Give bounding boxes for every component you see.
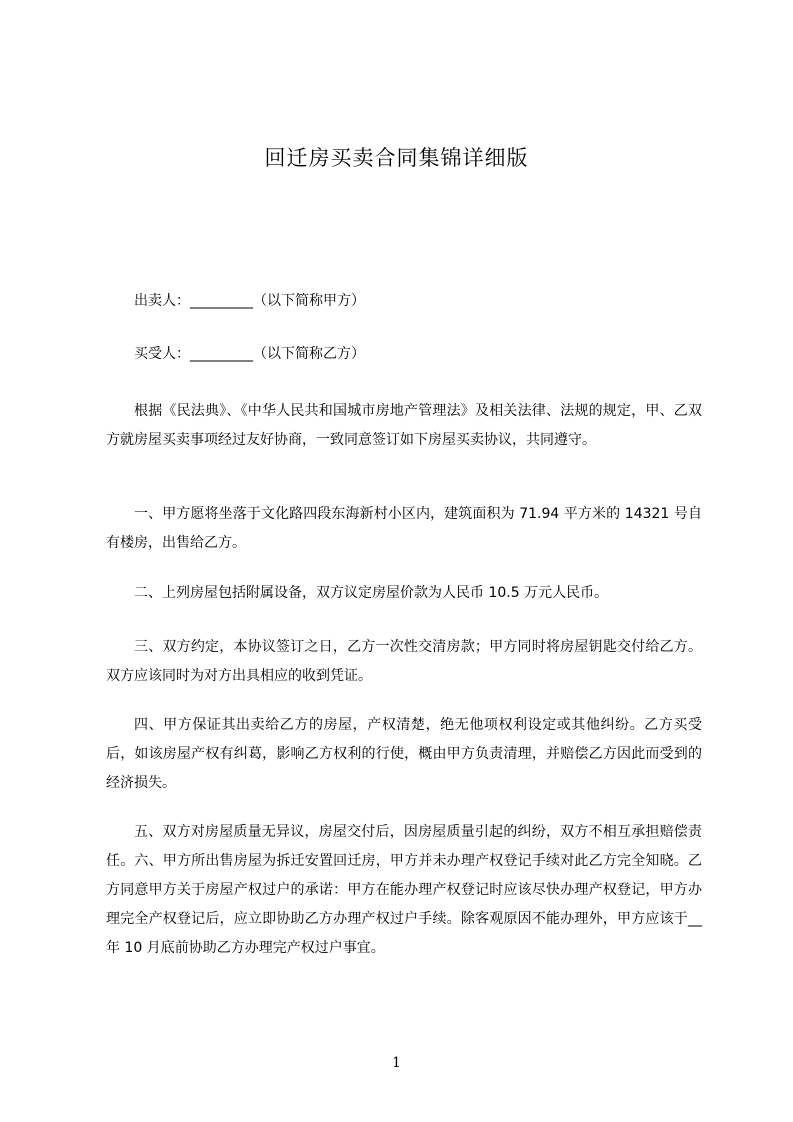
clause-2-paragraph: 二、上列房屋包括附属设备，双方议定房屋价款为人民币 10.5 万元人民币。 bbox=[134, 585, 609, 601]
clause-3-paragraph: 三、双方约定，本协议签订之日，乙方一次性交清房款；甲方同时将房屋钥匙交付给乙方。双方应该同时为对方出具相应的收到凭证。 bbox=[106, 639, 702, 684]
clause-5-6-paragraph: 五、双方对房屋质量无异议，房屋交付后，因房屋质量引起的纠纷，双方不相互承担赔偿责任。六、甲方所出售房屋为拆迁安置回迁房，甲方并未办理产权登记手续对此乙方完全知晓。乙方同意甲方关于房屋产权过户的承诺：甲方在能办理产权登记时应该尽快办理产权登记，甲方办理完全产权登记后，应立即协助乙方办理产权过户手续。除客观原因不能办理外，甲方应该于__年 10 月底前协助乙方办理完产权过户事宜。 bbox=[106, 824, 702, 956]
preamble-paragraph: 根据《民法典》、《中华人民共和国城市房地产管理法》及相关法律、法规的规定，甲、乙双方就房屋买卖事项经过友好协商，一致同意签订如下房屋买卖协议，共同遵守。 bbox=[106, 403, 702, 448]
clause-1-paragraph: 一、甲方愿将坐落于文化路四段东海新村小区内，建筑面积为 71.94 平方米的 14321 号自有楼房，出售给乙方。 bbox=[106, 506, 702, 551]
page-number: 1 bbox=[392, 1055, 401, 1071]
clause-4-paragraph: 四、甲方保证其出卖给乙方的房屋，产权清楚，绝无他项权利设定或其他纠纷。乙方买受后，如该房屋产权有纠葛，影响乙方权利的行使，概由甲方负责清理，并赔偿乙方因此而受到的经济损失。 bbox=[106, 717, 702, 791]
buyer-line: 买受人：_________（以下简称乙方） bbox=[134, 346, 365, 362]
seller-line: 出卖人：_________（以下简称甲方） bbox=[134, 293, 365, 309]
document-title: 回迁房买卖合同集锦详细版 bbox=[264, 146, 529, 170]
